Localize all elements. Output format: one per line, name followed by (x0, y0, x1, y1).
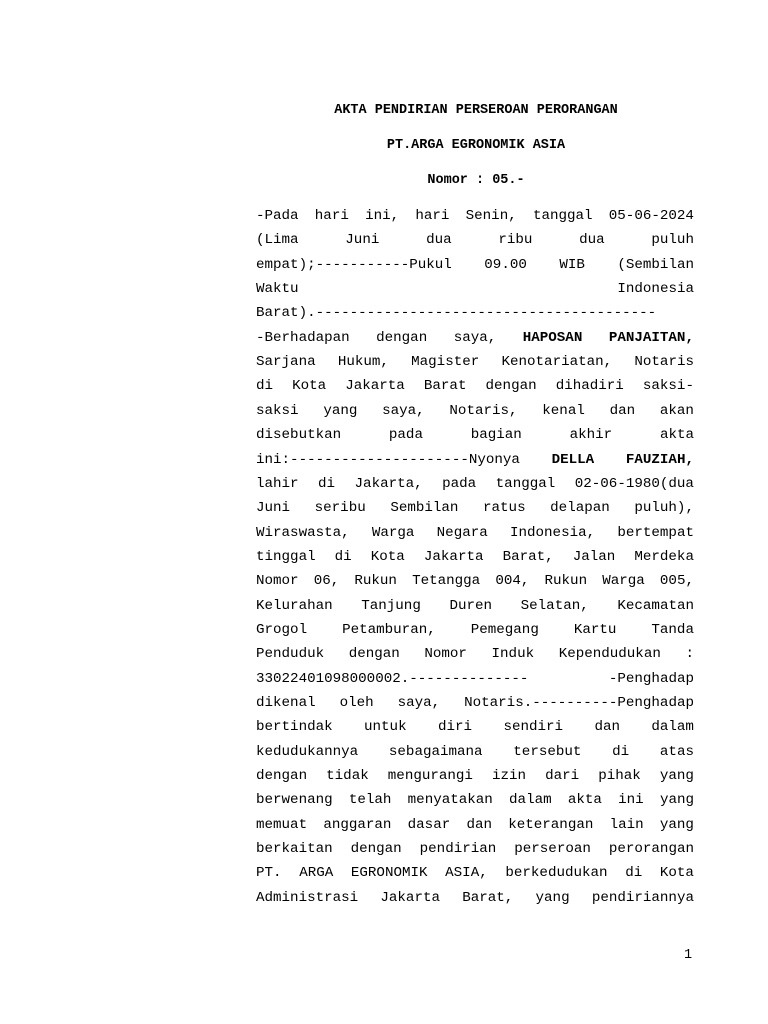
text-segment: ribu (498, 232, 533, 249)
text-segment: Notaris, (449, 402, 518, 419)
text-line (256, 548, 694, 566)
text-segment: keterangan (508, 816, 594, 833)
text-segment: Waktu (256, 281, 299, 298)
text-segment: Wiraswasta, (256, 524, 350, 541)
text-segment: Notaris (634, 354, 694, 371)
text-segment: Administrasi (256, 889, 359, 906)
text-segment: di (256, 378, 274, 395)
text-segment: perseroan (514, 841, 591, 858)
text-segment: Jakarta, (354, 475, 423, 492)
text-segment: Induk (491, 646, 535, 663)
text-segment: telah (348, 792, 392, 809)
text-segment: akhir (569, 427, 613, 444)
text-segment: pendirian (419, 841, 497, 858)
text-segment: Jalan (572, 548, 616, 565)
text-segment: , (685, 451, 694, 468)
text-segment: Juni (345, 232, 380, 249)
text-segment: yang (535, 889, 570, 906)
text-segment: Tanjung (361, 597, 421, 614)
text-segment: Jakarta (423, 548, 484, 565)
text-segment: Petamburan, (342, 621, 436, 638)
text-line (256, 840, 694, 858)
text-segment: Jakarta (345, 378, 405, 395)
document-title: AKTA PENDIRIAN PERSEROAN PERORANGAN (334, 103, 618, 118)
text-segment: ASIA, (445, 865, 488, 882)
text-segment: pihak (598, 768, 641, 785)
text-segment: dalam (509, 792, 552, 809)
text-segment: Sarjana (256, 354, 316, 371)
bold-text: PANJAITAN (608, 329, 686, 346)
text-segment: bertindak (256, 719, 333, 736)
text-line (256, 377, 694, 395)
text-segment: lahir (256, 475, 299, 492)
text-segment: ratus (483, 500, 526, 517)
text-segment: 005, (659, 573, 694, 590)
text-segment: bagian (470, 427, 522, 444)
text-line (256, 791, 694, 809)
text-segment: puluh), (634, 500, 694, 517)
text-segment: tidak (326, 768, 369, 785)
text-segment: yang (659, 768, 694, 785)
text-segment: Sembilan (390, 500, 459, 517)
text-segment: dan (466, 816, 492, 833)
text-line (256, 426, 694, 444)
text-line (256, 694, 694, 712)
text-line (256, 524, 694, 542)
text-segment: empat);-----------Pukul (256, 256, 452, 273)
text-segment: Penduduk (256, 646, 325, 663)
text-line (256, 451, 694, 469)
text-segment: , (685, 329, 694, 346)
text-line (256, 329, 694, 347)
text-segment: berwenang (256, 792, 333, 809)
text-segment: dalam (651, 719, 694, 736)
text-segment: untuk (364, 719, 407, 736)
text-segment: di (612, 743, 630, 760)
text-segment: yang (323, 402, 358, 419)
text-segment: bertempat (617, 524, 694, 541)
text-segment: oleh (339, 695, 374, 711)
text-segment: di (625, 865, 643, 882)
text-segment: WIB (559, 256, 585, 273)
text-segment: dari (545, 768, 580, 785)
text-segment: Rukun (354, 573, 397, 590)
text-line (256, 767, 694, 785)
text-segment: dengan (376, 329, 428, 346)
text-segment: 02-06-1980(dua (574, 475, 694, 492)
text-segment: dihadiri (555, 378, 624, 395)
text-line (256, 864, 694, 882)
text-segment: dan (594, 719, 620, 736)
text-segment: Tanda (651, 621, 694, 638)
text-segment: Hukum, (337, 354, 389, 371)
text-segment: Senin, (465, 208, 517, 224)
text-segment: ini:---------------------Nyonya (256, 451, 520, 468)
text-segment: Kartu (573, 621, 617, 638)
text-line (256, 231, 694, 249)
text-segment: dasar (407, 816, 451, 833)
text-segment: 33022401098000002.-------------- (256, 670, 529, 687)
text-segment: seribu (314, 500, 366, 517)
text-segment: dua (579, 232, 605, 249)
text-segment: sendiri (503, 719, 564, 736)
text-segment: dengan (350, 841, 402, 858)
text-line (256, 402, 694, 420)
text-line (256, 743, 694, 761)
text-segment: di (334, 548, 352, 565)
text-segment: Negara (436, 524, 488, 541)
text-segment: Barat (423, 378, 467, 395)
text-segment: -Penghadap (608, 670, 694, 687)
bold-text: DELLA (551, 451, 595, 468)
text-line (256, 499, 694, 517)
text-segment: Nomor (424, 646, 467, 663)
text-segment: Magister (411, 354, 480, 371)
text-segment: Warga (371, 524, 415, 541)
text-segment: Kelurahan (256, 597, 333, 614)
text-segment: Kecamatan (617, 597, 694, 614)
text-segment: 09.00 (484, 256, 527, 273)
text-segment: tersebut (513, 743, 582, 760)
text-segment: Warga (602, 573, 645, 590)
text-line (256, 621, 694, 639)
text-segment: Grogol (256, 621, 308, 638)
text-segment: hari (314, 208, 349, 224)
text-segment: Kependudukan (558, 646, 661, 663)
text-segment: Indonesia (617, 281, 694, 298)
page-number: 1 (684, 948, 693, 963)
bold-text: HAPOSAN (522, 329, 583, 346)
text-segment: dengan (256, 768, 308, 785)
text-segment: Merdeka (634, 548, 694, 565)
text-segment: -Berhadapan (256, 329, 350, 346)
text-line (256, 207, 694, 225)
text-segment: berkaitan (256, 841, 333, 858)
text-line (256, 889, 694, 907)
text-segment: Indonesia, (509, 524, 596, 541)
text-segment: ARGA (299, 865, 334, 882)
text-segment: hari (415, 208, 450, 224)
text-segment: puluh (651, 232, 694, 249)
text-line (256, 816, 694, 834)
text-segment: Juni (256, 500, 291, 517)
text-segment: Kenotariatan, (501, 354, 613, 371)
text-segment: Kota (292, 378, 327, 395)
text-segment: pada (442, 475, 477, 492)
text-segment: Tetangga (412, 573, 481, 590)
text-segment: ini (618, 792, 644, 809)
text-segment: di (318, 475, 336, 492)
text-segment: Nomor (256, 573, 299, 590)
text-segment: saya, (453, 329, 497, 346)
text-segment: Barat, (502, 548, 554, 565)
text-segment: menyatakan (407, 792, 493, 809)
text-group (626, 451, 694, 469)
text-segment: delapan (550, 500, 610, 517)
text-segment: Barat).---------------------------------------- (256, 305, 657, 322)
text-segment: berkedudukan (505, 865, 608, 882)
text-segment: saya, (382, 402, 425, 419)
text-segment: yang (659, 792, 694, 809)
text-segment: perorangan (608, 841, 694, 858)
text-line (256, 304, 694, 322)
text-segment: sebagaimana (388, 743, 483, 760)
text-segment: 05-06-2024 (608, 208, 694, 224)
text-segment: kenal (542, 402, 585, 419)
text-segment: saksi (256, 402, 299, 419)
text-segment: : (685, 646, 694, 663)
text-segment: akan (659, 402, 694, 419)
bold-text: FAUZIAH (625, 451, 686, 468)
company-name: PT.ARGA EGRONOMIK ASIA (386, 138, 566, 153)
deed-number: Nomor : 05.- (427, 173, 525, 188)
text-segment: ini, (365, 208, 400, 224)
text-segment: yang (659, 816, 694, 833)
text-segment: Barat, (462, 889, 514, 906)
text-segment: pendiriannya (591, 889, 694, 906)
text-segment: (Sembilan (617, 256, 694, 273)
text-segment: akta (567, 792, 602, 809)
text-segment: -Pada (256, 208, 299, 224)
text-segment: izin (492, 768, 527, 785)
text-segment: Jakarta (380, 889, 440, 906)
text-segment: tanggal (532, 208, 593, 224)
text-group (609, 329, 694, 347)
text-segment: lain (609, 816, 644, 833)
text-segment: saya, (397, 695, 441, 711)
text-segment: dengan (348, 646, 400, 663)
text-segment: dua (426, 232, 452, 249)
text-line (256, 572, 694, 590)
text-line (256, 256, 694, 274)
text-segment: EGRONOMIK (350, 865, 428, 882)
text-segment: disebutkan (256, 427, 342, 444)
text-segment: tanggal (495, 475, 556, 492)
text-segment: anggaran (323, 816, 392, 833)
text-segment: 004, (495, 573, 530, 590)
text-line (256, 645, 694, 663)
text-line (256, 353, 694, 371)
text-segment: memuat (256, 816, 308, 833)
text-segment: Pemegang (470, 621, 539, 638)
text-segment: Selatan, (520, 597, 589, 614)
text-line (256, 718, 694, 736)
text-segment: atas (659, 743, 694, 760)
text-segment: Kota (659, 865, 694, 882)
text-segment: tinggal (256, 548, 316, 565)
text-segment: dikenal (256, 695, 316, 711)
text-segment: PT. (256, 865, 282, 882)
text-line (256, 280, 694, 298)
text-line (256, 670, 694, 688)
text-segment: kedudukannya (256, 743, 359, 760)
text-segment: (Lima (256, 232, 299, 249)
text-segment: Rukun (544, 573, 588, 590)
text-segment: Notaris.----------Penghadap (464, 695, 694, 711)
text-segment: diri (437, 719, 473, 736)
text-segment: 06, (313, 573, 340, 590)
text-segment: Duren (449, 597, 493, 614)
text-segment: dan (609, 402, 636, 419)
text-line (256, 597, 694, 615)
text-line (256, 475, 694, 493)
text-segment: pada (388, 427, 423, 444)
text-segment: akta (659, 427, 694, 444)
text-segment: dengan (485, 378, 537, 395)
text-segment: saksi- (642, 378, 694, 395)
text-segment: Kota (370, 548, 405, 565)
text-segment: mengurangi (387, 768, 473, 785)
